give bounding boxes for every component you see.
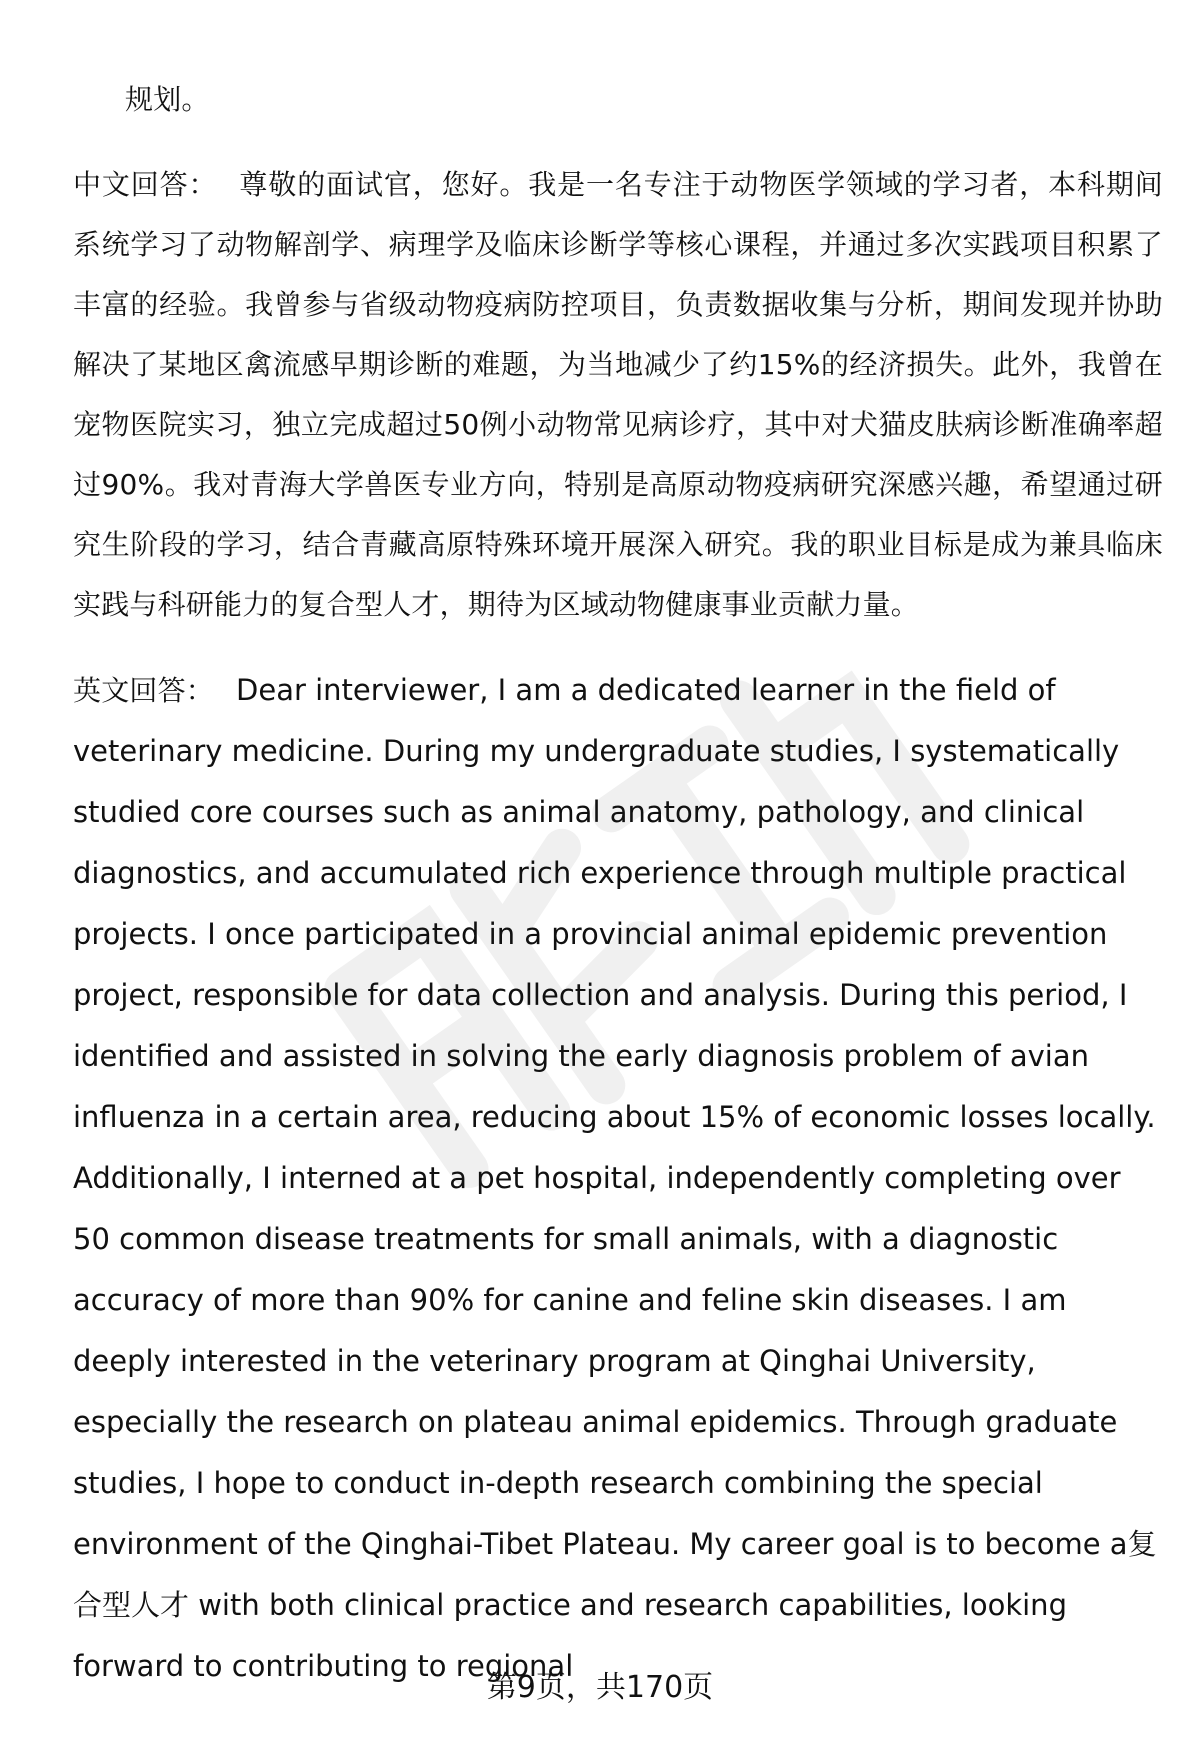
english-answer-paragraph (73, 660, 1163, 1697)
chinese-answer-label: 中文回答： (73, 168, 218, 201)
document-body (73, 70, 1163, 1722)
english-answer-text: Dear interviewer, I am a dedicated learner in the field of veterinary medicine. During my undergraduate studies, I systematically studied core courses such as animal anatomy, pathology, and clinical diagnostics, and accumulated rich experience through multiple practical projects. I once participated in a provincial animal epidemic prevention project, responsible for data collection and analysis. During this period, I identified and assisted in solving the early diagnosis problem of avian influenza in a certain area, reducing about 15% of economic losses locally. Additionally, I interned at a pet hospital, independently completing over 50 common disease treatments for small animals, with a diagnostic accuracy of more than 90% for canine and feline skin diseases. I am deeply interested in the veterinary program at Qinghai University, especially the research on plateau animal epidemics. Through graduate studies, I hope to conduct in-depth research combining the special environment of the Qinghai-Tibet Plateau. My career goal is to become a复合型人才 with both clinical practice and research capabilities, looking forward to contributing to regional (73, 673, 1157, 1683)
english-answer-label: 英文回答： (73, 674, 215, 707)
continued-text: 规划。 (125, 83, 210, 116)
continued-paragraph (73, 70, 1163, 130)
chinese-answer-paragraph (73, 155, 1163, 635)
chinese-answer-text: 尊敬的面试官，您好。我是一名专注于动物医学领域的学习者，本科期间系统学习了动物解剖学、病理学及临床诊断学等核心课程，并通过多次实践项目积累了丰富的经验。我曾参与省级动物疫病防控项目，负责数据收集与分析，期间发现并协助解决了某地区禽流感早期诊断的难题，为当地减少了约15%的经济损失。此外，我曾在宠物医院实习，独立完成超过50例小动物常见病诊疗，其中对犬猫皮肤病诊断准确率超过90%。我对青海大学兽医专业方向，特别是高原动物疫病研究深感兴趣，希望通过研究生阶段的学习，结合青藏高原特殊环境开展深入研究。我的职业目标是成为兼具临床实践与科研能力的复合型人才，期待为区域动物健康事业贡献力量。 (73, 168, 1163, 621)
page-number-footer: 第9页，共170页 (486, 1670, 714, 1705)
